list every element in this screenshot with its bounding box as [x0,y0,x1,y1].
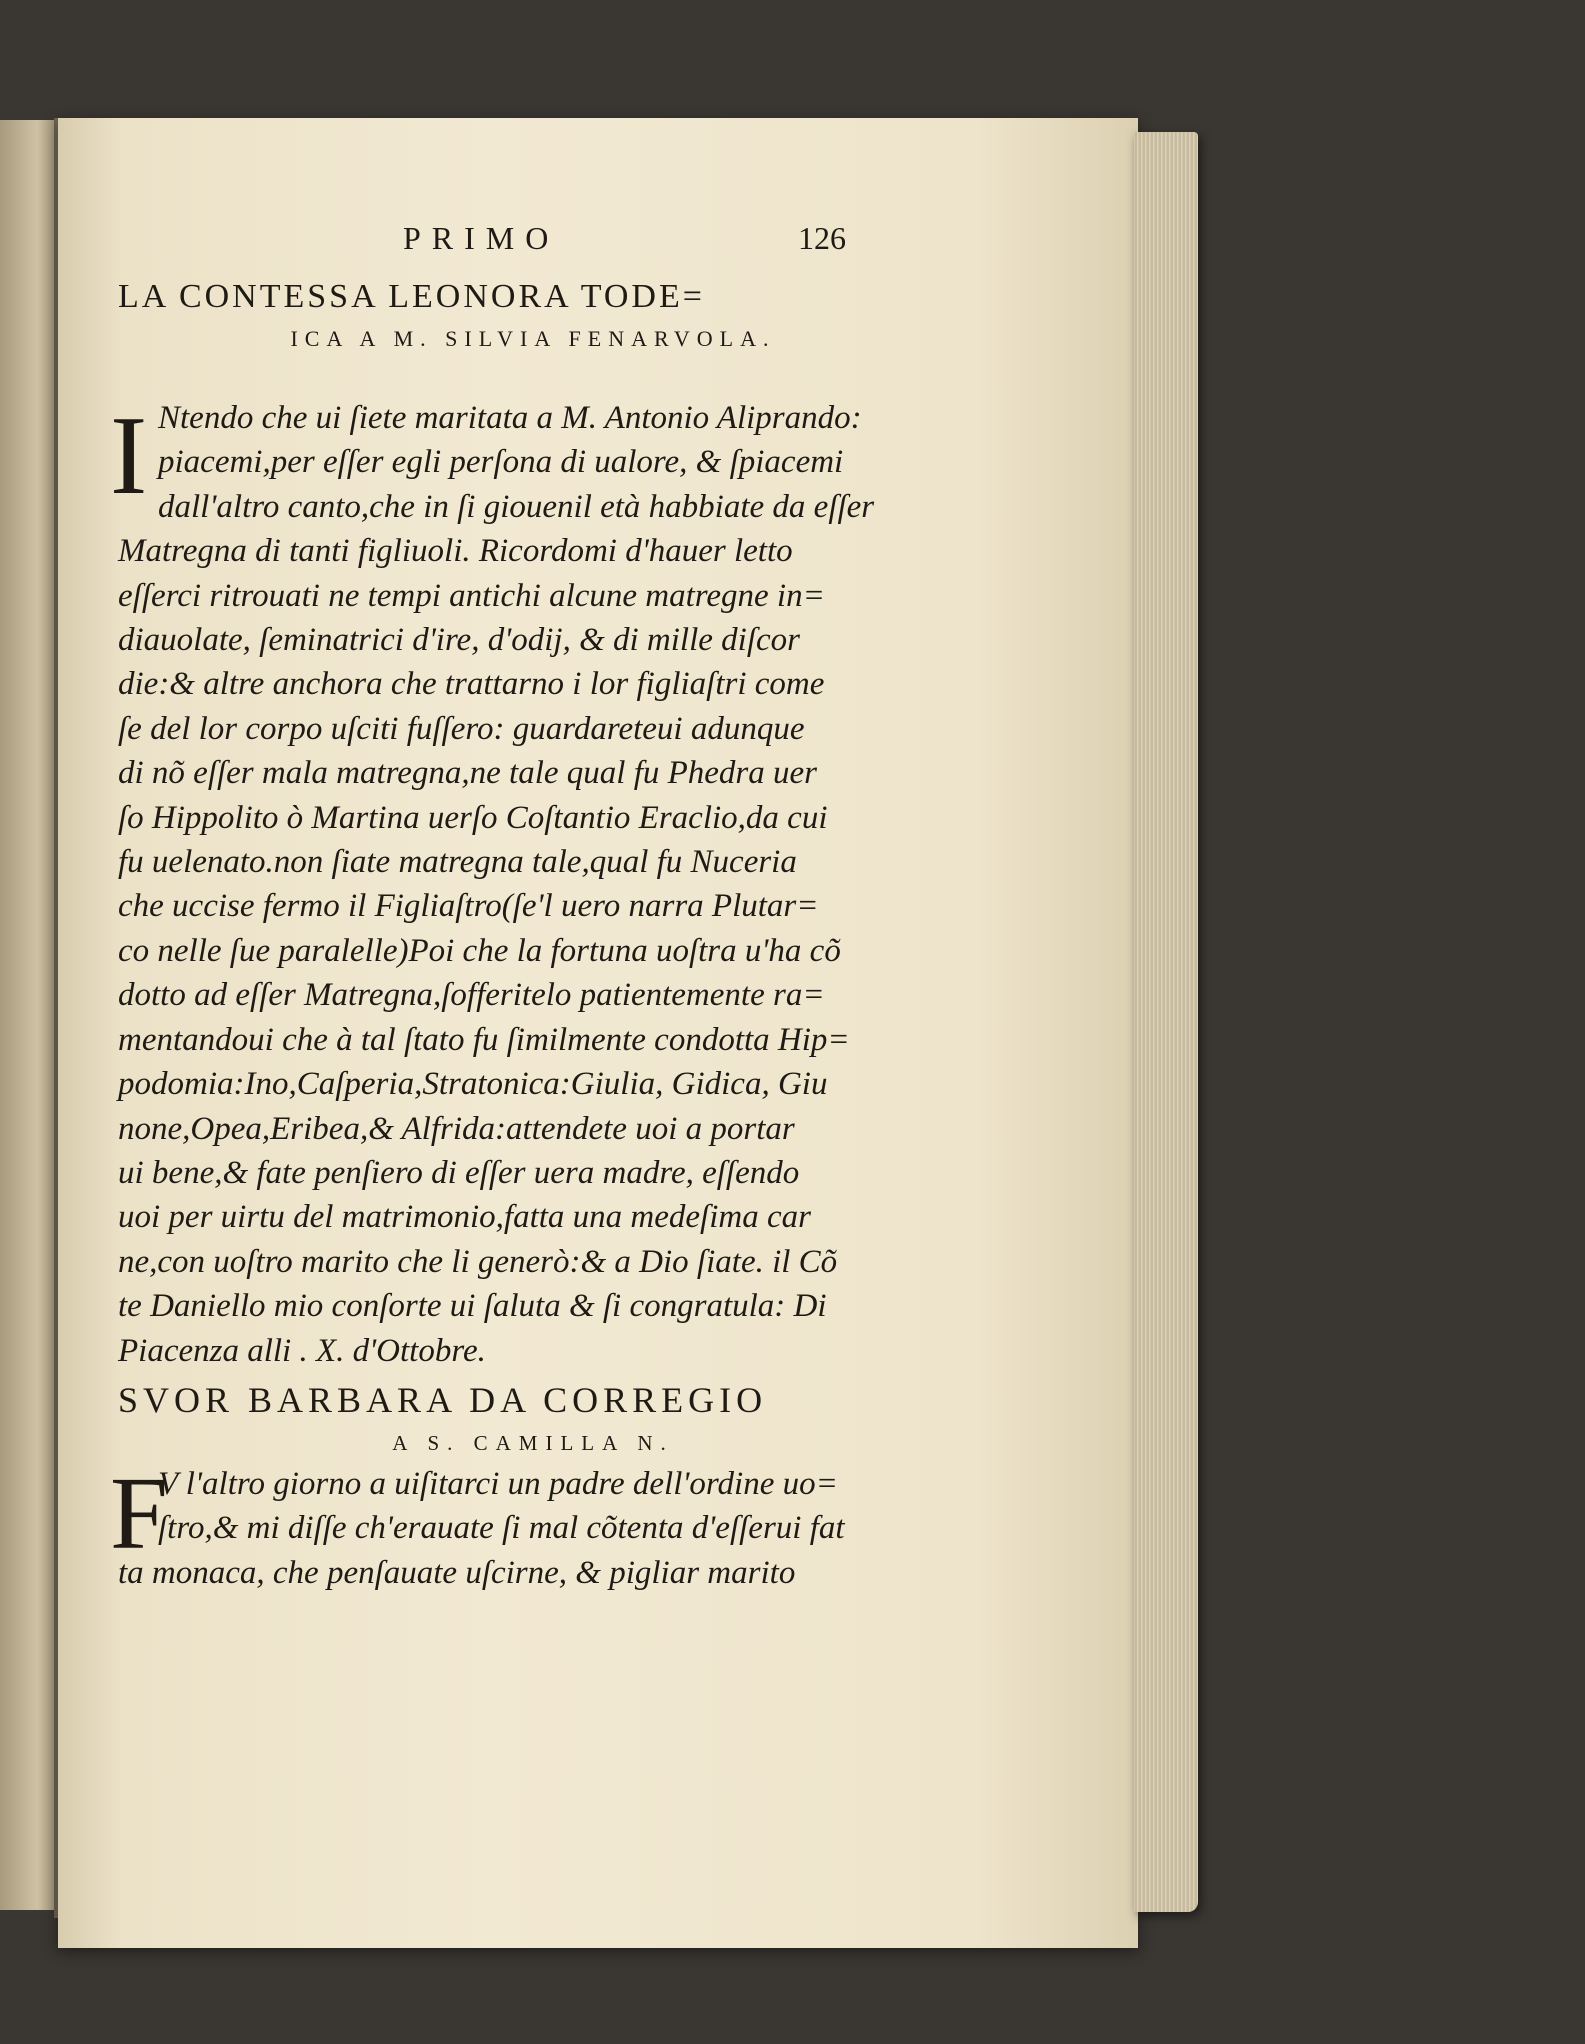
letter2-lines [118,1462,948,1595]
text-line: die:& altre anchora che trattarno i lor figliaſtri come [118,666,825,703]
text-line: di nõ eſſer mala matregna,ne tale qual fu Phedra uer [118,755,818,792]
letter1-lines [118,396,948,1373]
text-line: ſtro,& mi diſſe ch'erauate ſi mal cõtenta d'eſſerui fat [158,1510,845,1547]
text-line: ui bene,& fate penſiero di eſſer uera madre, eſſendo [118,1154,800,1191]
text-line: piacemi,per eſſer egli perſona di ualore, & ſpiacemi [158,444,844,481]
text-line: uoi per uirtu del matrimonio,fatta una medeſima car [118,1199,811,1236]
letter1-recipient: ICA A M. SILVIA FENARVOLA. [290,326,776,351]
text-line: V l'altro giorno a uiſitarci un padre dell'ordine uo= [158,1465,838,1502]
letter2-body [110,1455,948,1595]
letter1-title: LA CONTESSA LEONORA TODE= [118,278,705,315]
letter1-drop-cap: I [110,394,148,518]
text-line: ne,con uoſtro marito che li generò:& a Dio ſiate. il Cõ [118,1243,838,1280]
running-head-title: PRIMO [403,220,560,256]
letter2-drop-cap: F [110,1455,168,1571]
page-fore-edge [1134,132,1198,1912]
text-line: ta monaca, che penſauate uſcirne, & pigliar marito [118,1554,796,1591]
running-head [118,220,948,270]
text-line: dall'altro canto,che in ſi giouenil età habbiate da eſſer [158,488,875,525]
text-line: co nelle ſue paralelle)Poi che la fortuna uoſtra u'ha cõ [118,932,841,969]
text-line: Piacenza alli . X. d'Ottobre. [118,1332,486,1369]
text-line: dotto ad eſſer Matregna,ſofferitelo patientemente ra= [118,977,825,1014]
text-line: none,Opea,Eribea,& Alfrida:attendete uoi a portar [118,1110,795,1147]
text-line: ſe del lor corpo uſciti fuſſero: guardareteui adunque [118,710,805,747]
text-line: Matregna di tanti figliuoli. Ricordomi d'hauer letto [118,533,793,570]
text-line: diauolate, ſeminatrici d'ire, d'odij, & di mille diſcor [118,622,800,659]
text-line: te Daniello mio conſorte ui ſaluta & ſi congratula: Di [118,1288,827,1325]
text-line: eſſerci ritrouati ne tempi antichi alcune matregne in= [118,577,825,614]
page-text [110,220,948,1595]
page-number: 126 [798,220,846,256]
text-line: che uccise fermo il Figliaſtro(ſe'l uero narra Plutar= [118,888,819,925]
letter2-title: SVOR BARBARA DA CORREGIO [118,1379,768,1420]
letter1-body [110,394,948,1373]
text-line: podomia:Ino,Caſperia,Stratonica:Giulia, Gidica, Giu [118,1066,828,1103]
text-line: ſo Hippolito ò Martina uerſo Coſtantio Eraclio,da cui [118,799,828,836]
letter2-recipient: A S. CAMILLA N. [392,1430,674,1455]
text-line: Ntendo che ui ſiete maritata a M. Antonio Aliprando: [158,400,862,436]
text-line: mentandoui che à tal ſtato fu ſimilmente condotta Hip= [118,1021,850,1058]
text-line: fu uelenato.non ſiate matregna tale,qual fu Nuceria [118,844,797,881]
left-page-edge [0,120,62,1910]
